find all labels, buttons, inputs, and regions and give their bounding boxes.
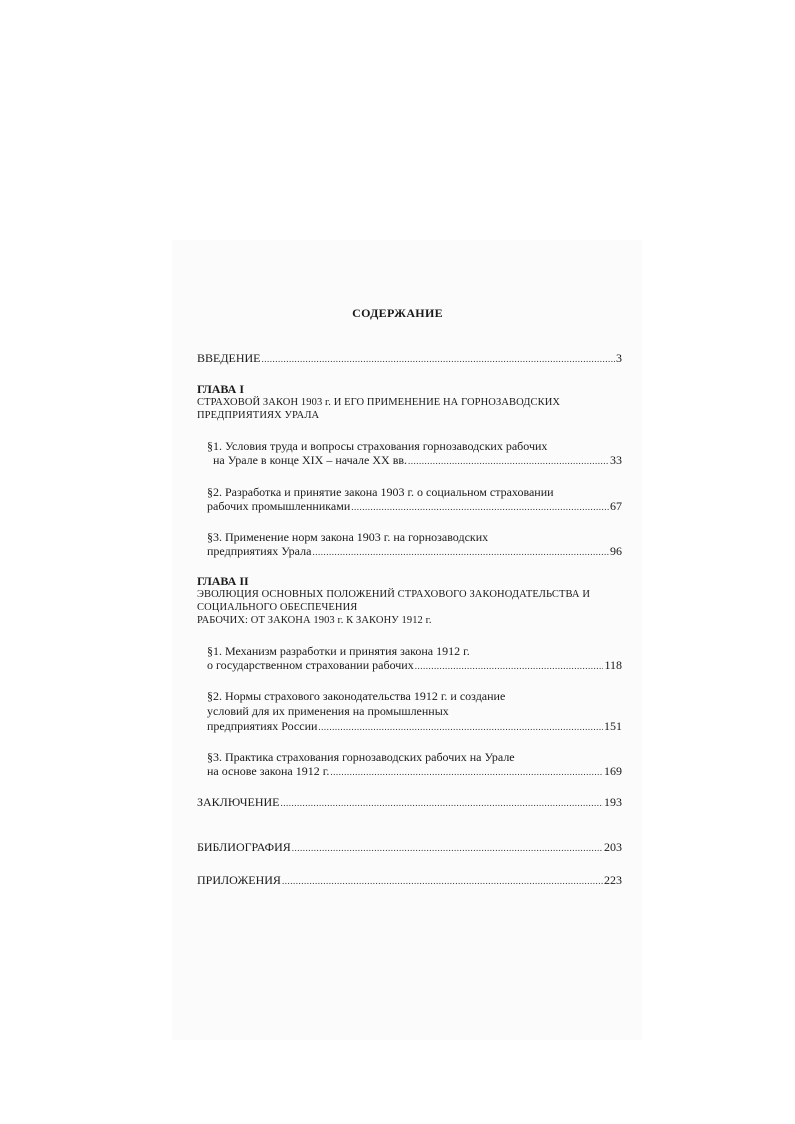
page-number: 151 <box>604 719 622 733</box>
entry-label: на Урале в конце XIX – начале XX вв. <box>213 453 408 467</box>
page-number: 118 <box>604 658 622 672</box>
page-number: 33 <box>610 453 622 467</box>
chapter-subtitle: ПРЕДПРИЯТИЯХ УРАЛА <box>197 410 320 421</box>
dot-leader <box>318 720 603 734</box>
entry-label: ПРИЛОЖЕНИЯ <box>197 873 281 887</box>
chapter-heading: ГЛАВА II <box>197 574 249 588</box>
chapter-subtitle: РАБОЧИХ: ОТ ЗАКОНА 1903 г. К ЗАКОНУ 1912 г. <box>197 615 432 626</box>
page-number: 203 <box>604 840 622 854</box>
section-title: §3. Применение норм закона 1903 г. на горнозаводских <box>207 530 489 544</box>
entry-label: о государственном страховании рабочих <box>207 658 414 672</box>
page-number: 193 <box>604 795 622 809</box>
dot-leader <box>330 765 603 779</box>
dot-leader <box>408 454 609 468</box>
chapter-heading: ГЛАВА I <box>197 382 245 396</box>
page-number: 223 <box>604 873 622 887</box>
entry-label: предприятиях Урала <box>207 544 312 558</box>
section-title: §2. Нормы страхового законодательства 1912 г. и создание <box>207 689 506 703</box>
toc-entry-appendices <box>197 873 622 888</box>
toc-entry-bibliography <box>197 840 622 855</box>
dot-leader <box>292 841 603 855</box>
section-title: §1. Условия труда и вопросы страхования горнозаводских рабочих <box>207 439 548 453</box>
toc-entry-section <box>213 453 622 468</box>
dot-leader <box>415 659 604 673</box>
chapter-subtitle: СОЦИАЛЬНОГО ОБЕСПЕЧЕНИЯ <box>197 602 358 613</box>
entry-label: ВВЕДЕНИЕ <box>197 351 261 365</box>
entry-label: рабочих промышленниками <box>207 499 351 513</box>
dot-leader <box>312 545 609 559</box>
toc-entry-conclusion <box>197 795 622 810</box>
dot-leader <box>262 352 615 366</box>
chapter-subtitle: СТРАХОВОЙ ЗАКОН 1903 г. И ЕГО ПРИМЕНЕНИЕ НА ГОРНОЗАВОДСКИХ <box>197 397 561 408</box>
toc-entry-section <box>207 719 622 734</box>
section-title: §3. Практика страхования горнозаводских рабочих на Урале <box>207 750 515 764</box>
entry-label: предприятиях России <box>207 719 318 733</box>
section-title: §1. Механизм разработки и принятия закона 1912 г. <box>207 644 470 658</box>
section-title: условий для их применения на промышленных <box>207 704 449 718</box>
dot-leader <box>351 500 609 514</box>
entry-label: ЗАКЛЮЧЕНИЕ <box>197 795 280 809</box>
page-number: 169 <box>604 764 622 778</box>
page-number: 96 <box>610 544 622 558</box>
entry-label: на основе закона 1912 г. <box>207 764 330 778</box>
chapter-subtitle: ЭВОЛЮЦИЯ ОСНОВНЫХ ПОЛОЖЕНИЙ СТРАХОВОГО ЗАКОНОДАТЕЛЬСТВА И <box>197 589 591 600</box>
toc-entry-section <box>207 764 622 779</box>
toc-entry-section <box>207 499 622 514</box>
section-title: §2. Разработка и принятие закона 1903 г. о социальном страховании <box>207 485 554 499</box>
toc-title: СОДЕРЖАНИЕ <box>352 306 443 320</box>
dot-leader <box>282 874 603 888</box>
page-number: 67 <box>610 499 622 513</box>
dot-leader <box>281 796 604 810</box>
toc-entry-section <box>207 544 622 559</box>
page-number: 3 <box>616 351 622 365</box>
entry-label: БИБЛИОГРАФИЯ <box>197 840 291 854</box>
toc-entry-section <box>207 658 622 673</box>
toc-entry-intro <box>197 351 622 366</box>
